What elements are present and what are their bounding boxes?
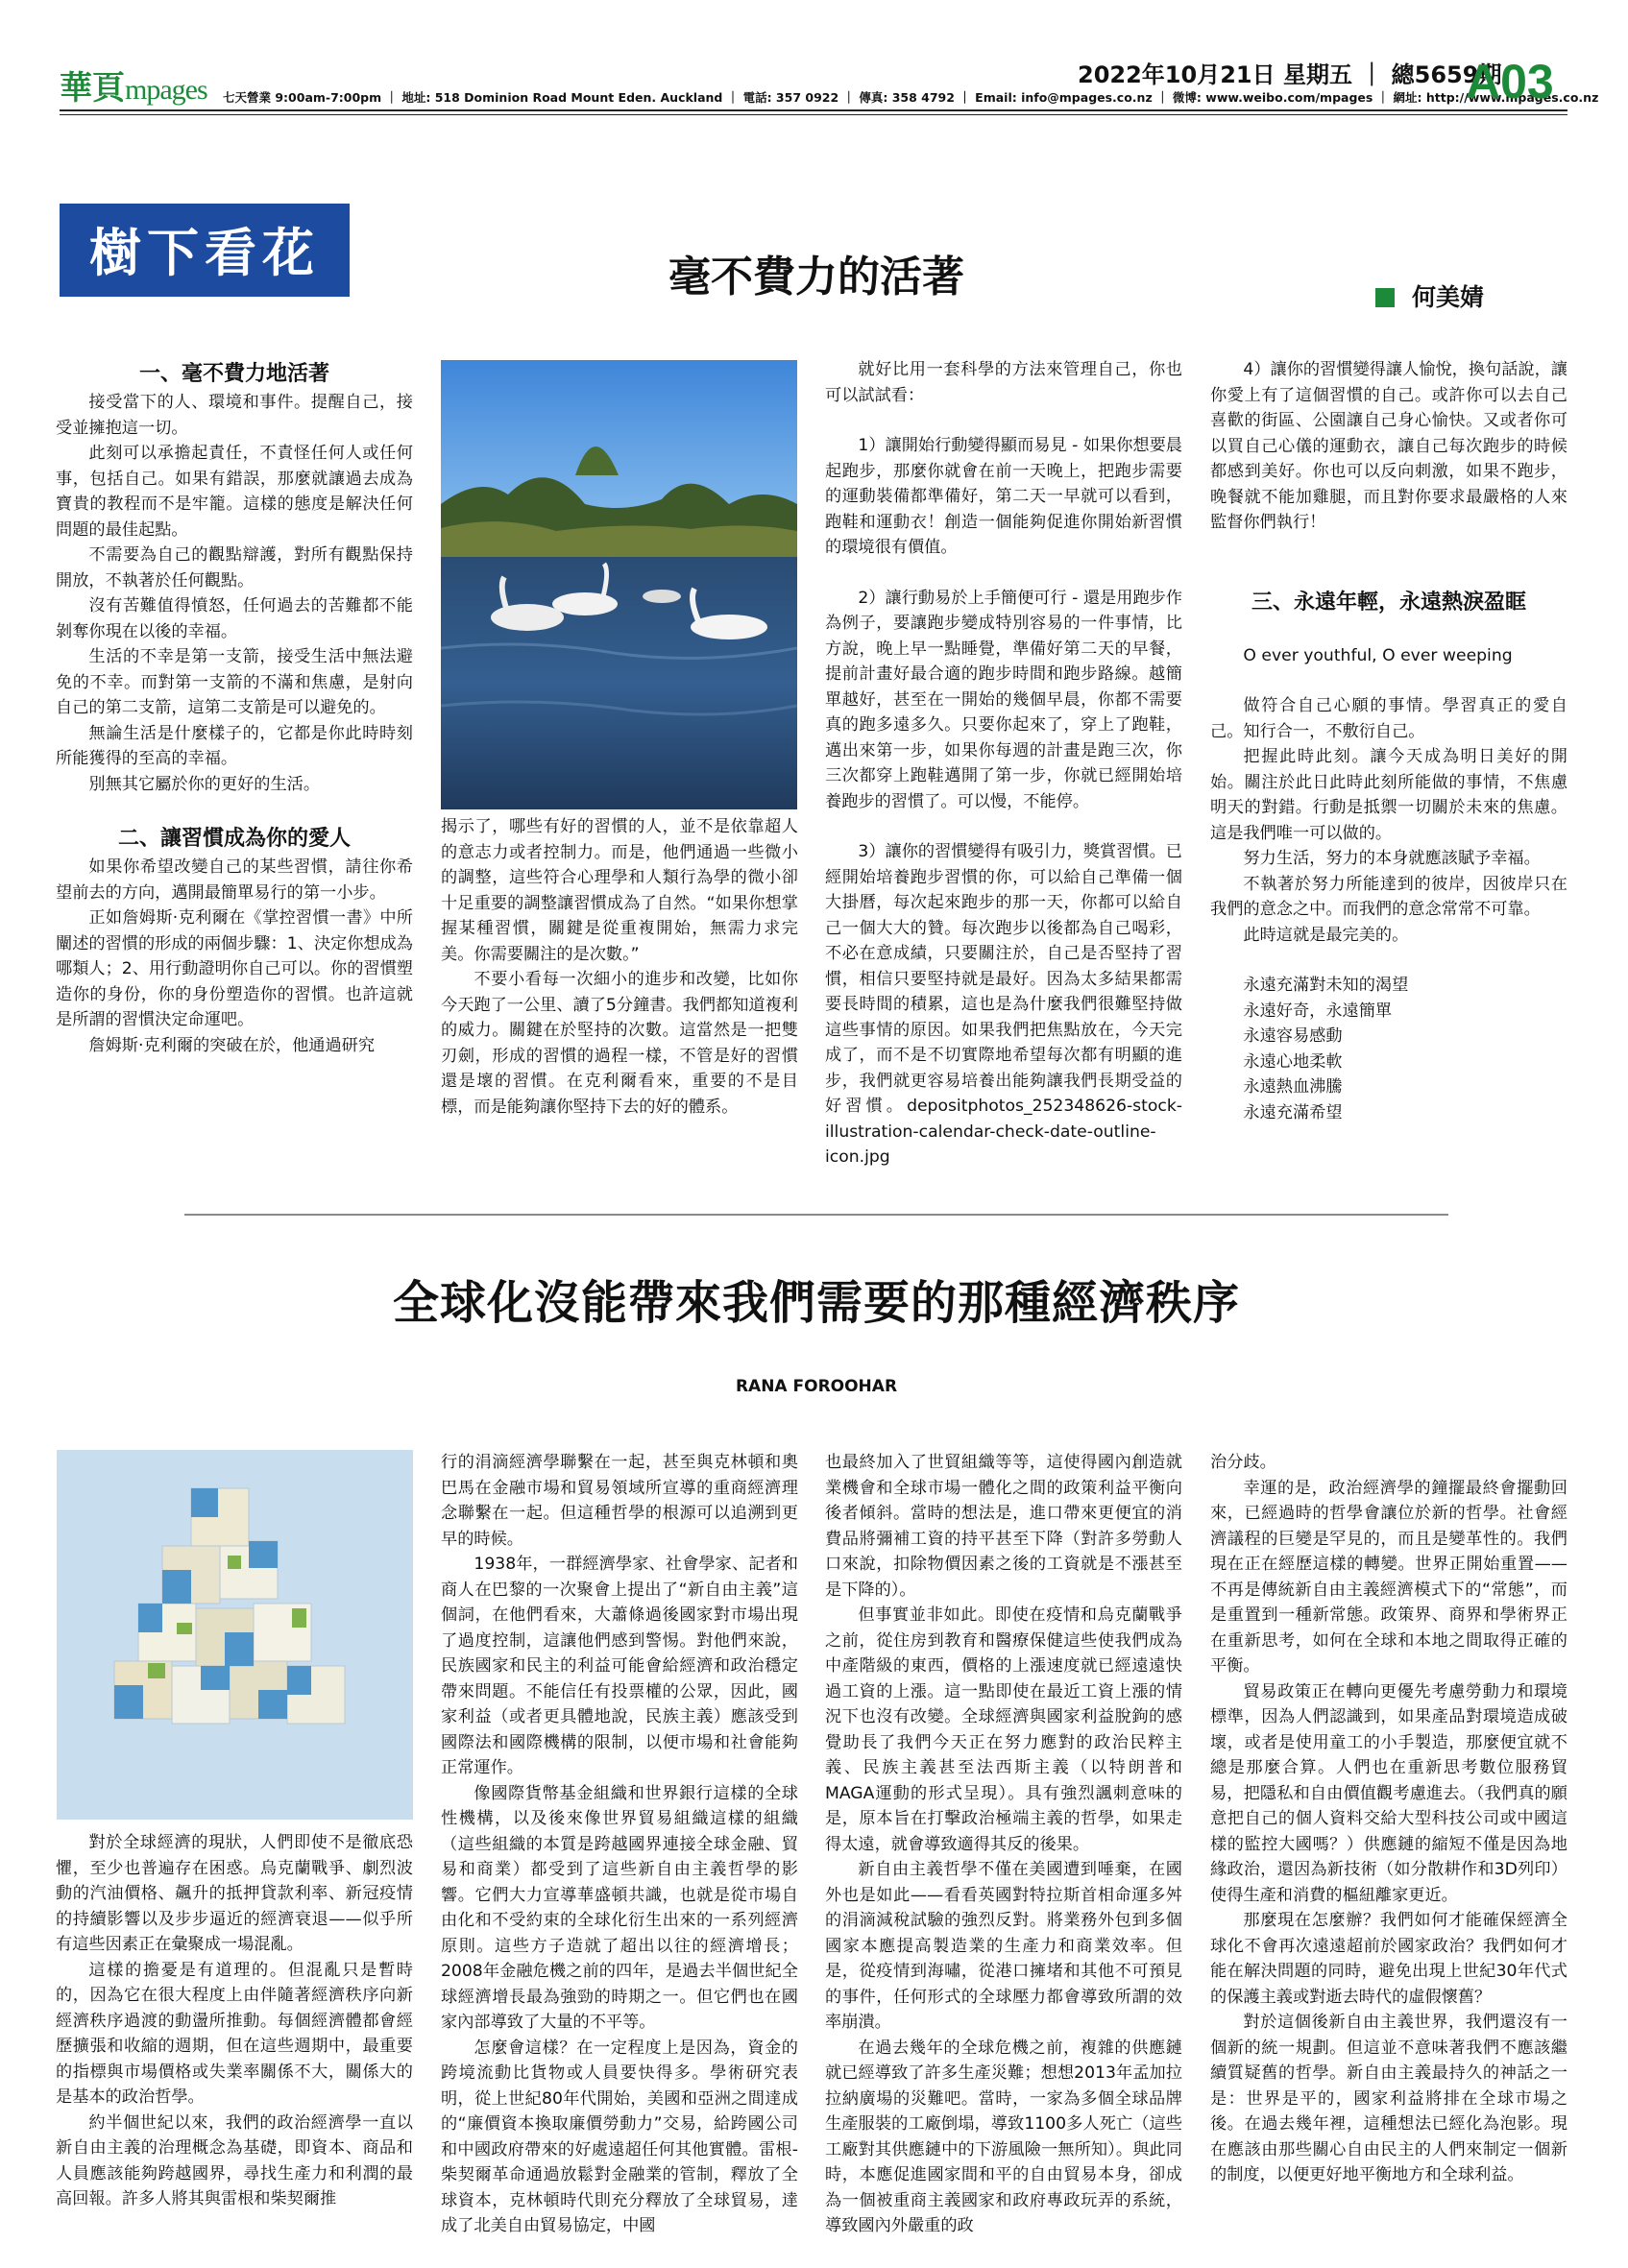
header-rule	[60, 109, 1567, 111]
body-paragraph: 做符合自己心願的事情。學習真正的愛自己。知行合一，不敷衍自己。	[1210, 696, 1567, 741]
body-paragraph: 詹姆斯·克利爾的突破在於，他通過研究	[88, 1035, 376, 1055]
body-paragraph: 努力生活，努力的本身就應該賦予幸福。	[1243, 849, 1541, 868]
body-paragraph: 約半個世紀以來，我們的政治經濟學一直以新自由主義的治理概念為基礎，即資本、商品和人員應該能夠跨越國界，尋找生產力和利潤的最高回報。許多人將其與雷根和柴契爾推	[56, 2112, 413, 2208]
masthead-logo	[60, 61, 207, 109]
issue-date: 2022年10月21日 星期五 ｜ 總5659期	[1078, 61, 1502, 88]
logo-english: mpages	[125, 74, 207, 106]
body-paragraph: O ever youthful, O ever weeping	[1243, 645, 1513, 665]
article2-column-3	[825, 1450, 1182, 2239]
body-paragraph: 接受當下的人、環境和事件。提醒自己，接受並擁抱這一切。	[56, 393, 413, 438]
body-paragraph: 但事實並非如此。即使在疫情和烏克蘭戰爭之前，從住房到教育和醫療保健這些使我們成為中產階級的東西，價格的上漲速度就已經遠遠快過工資的上漲。這一點即使在最近工資上漲的情況下也沒有改變。全球經濟與國家利益脫鉤的感覺助長了我們今天正在努力應對的政治民粹主義、民族主義甚至法西斯主義（以特朗普和MAGA運動的形式呈現）。具有強烈諷刺意味的是，原本旨在打擊政治極端主義的哲學，如果走得太遠，就會導致適得其反的後果。	[825, 1605, 1182, 1854]
body-paragraph: 別無其它屬於你的更好的生活。	[88, 774, 321, 794]
contact-info-line: 七天營業 9:00am-7:00pm ｜ 地址: 518 Dominion Road Mount Eden. Auckland ｜ 電話: 357 0922 ｜ 傳真: 358 4792 ｜ Email: info@mpages.co.nz ｜ 微博: www.weibo.com/mpages ｜ 網址: http://www.mpages.co.nz	[223, 90, 1599, 105]
body-paragraph: 1）讓開始行動變得顯而易見 - 如果你想要晨起跑步，那麼你就會在前一天晚上，把跑步需要的運動裝備都準備好，第二天一早就可以看到，跑鞋和運動衣！創造一個能夠促進你開始新習慣的環境很有價值。	[825, 436, 1182, 557]
body-paragraph: 永遠心地柔軟	[1243, 1051, 1343, 1072]
article2-author: RANA FOROOHAR	[735, 1377, 898, 1396]
body-paragraph: 永遠熱血沸騰	[1243, 1077, 1343, 1097]
body-paragraph: 1938年，一群經濟學家、社會學家、記者和商人在巴黎的一次聚會上提出了“新自由主義”這個詞，在他們看來，大蕭條過後國家對市場出現了過度控制，這讓他們感到警惕。對他們來說，民族國家和民主的利益可能會給經濟和政治穩定帶來問題。不能信任有投票權的公眾，因此，國家利益（或者更具體地說，民族主義）應該受到國際法和國際機構的限制，以便市場和社會能夠正常運作。	[441, 1555, 798, 1777]
article1-column-2	[441, 814, 798, 1120]
body-paragraph: 揭示了，哪些有好的習慣的人，並不是依靠超人的意志力或者控制力。而是，他們通過一些微小的調整，這些符合心理學和人類行為學的微小卻十足重要的調整讓習慣成為了自然。“如果你想掌握某種習慣，關鍵是從重複開始，無需力求完美。你需要關注的是次數。”	[441, 817, 798, 964]
paragraph-spacer	[1210, 948, 1567, 973]
body-paragraph: 永遠充滿希望	[1243, 1102, 1343, 1122]
article1-title: 毫不費力的活著	[668, 253, 964, 302]
article2-column-2	[441, 1450, 798, 2239]
body-paragraph: 像國際貨幣基金組織和世界銀行這樣的全球性機構，以及後來像世界貿易組織這樣的組織（這些組織的本質是跨越國界連接全球金融、貿易和商業）都受到了這些新自由主義哲學的影響。它們大力宣導華盛頓共識，也就是從市場自由化和不受約束的全球化衍生出來的一系列經濟原則。這些方子造就了超出以往的經濟增長；2008年金融危機之前的四年，是過去半個世紀全球經濟增長最為強勁的時期之一。但它們也在國家內部導致了大量的不平等。	[441, 1783, 798, 2032]
article1-author: 何美婧	[1412, 283, 1485, 311]
body-paragraph: 3）讓你的習慣變得有吸引力，獎賞習慣。已經開始培養跑步習慣的你，可以給自己準備一個大掛曆，每次起來跑步的那一天，你都可以給自己一個大大的贊。每次跑步以後都為自己喝彩，不必在意成績，只要關注於，自己是否堅持了習慣，相信只要堅持就是最好。因為太多結果都需要長時間的積累，這也是為什麼我們很難堅持做這些事情的原因。如果我們把焦點放在，今天完成了，而不是不切實際地希望每次都有明顯的進步，我們就更容易培養出能夠讓我們長期受益的好習慣。depositphotos_252348626-stock-illustration-calendar-check-date-outline-icon.jpg	[825, 842, 1182, 1167]
body-paragraph: 沒有苦難值得憤怒，任何過去的苦難都不能剝奪你現在以後的幸福。	[56, 596, 413, 641]
body-paragraph: 把握此時此刻。讓今天成為明日美好的開始。關注於此日此時此刻所能做的事情，不焦慮明天的對錯。行動是抵禦一切關於未來的焦慮。這是我們唯一可以做的。	[1210, 747, 1567, 843]
body-paragraph: 這樣的擔憂是有道理的。但混亂只是暫時的，因為它在很大程度上由伴隨著經濟秩序向新經濟秩序過渡的動盪所推動。每個經濟體都會經歷擴張和收縮的週期，但在這些週期中，最重要的指標與市場價格或失業率關係不大，關係大的是基本的政治哲學。	[56, 1960, 413, 2107]
section-heading: 三、永遠年輕，永遠熱淚盈眶	[1251, 589, 1526, 615]
body-paragraph: 行的涓滴經濟學聯繫在一起，甚至與克林頓和奧巴馬在金融市場和貿易領域所宣導的重商經濟理念聯繫在一起。但這種哲學的根源可以追溯到更早的時候。	[441, 1453, 798, 1549]
body-paragraph: 新自由主義哲學不僅在美國遭到唾棄，在國外也是如此——看看英國對特拉斯首相命運多舛的涓滴減稅試驗的強烈反對。將業務外包到多個國家本應提高製造業的生產力和商業效率。但是，從疫情到海嘯，從港口擁堵和其他不可預見的事件，任何形式的全球壓力都會導致所謂的效率崩潰。	[825, 1860, 1182, 2032]
body-paragraph: 永遠容易感動	[1243, 1026, 1343, 1046]
body-paragraph: 2）讓行動易於上手簡便可行 - 還是用跑步作為例子，要讓跑步變成特別容易的一件事情，比方說，晚上早一點睡覺，準備好第二天的早餐，提前計畫好最合適的跑步時間和跑步路線。越簡單越好，甚至在一開始的幾個早晨，你都不需要真的跑多遠多久。只要你起來了，穿上了跑鞋，邁出來第一步，如果你每週的計畫是跑三次，你三次都穿上跑鞋邁開了第一步，你就已經開始培養跑步的習慣了。可以慢，不能停。	[825, 588, 1182, 811]
paragraph-spacer	[825, 814, 1182, 839]
logo-chinese: 華頁	[60, 69, 125, 108]
body-paragraph: 對於這個後新自由主義世界，我們還沒有一個新的統一規劃。但這並不意味著我們不應該繼續質疑舊的哲學。新自由主義最持久的神話之一是：世界是平的，國家利益將排在全球市場之後。在過去幾年裡，這種想法已經化為泡影。現在應該由那些關心自由民主的人們來制定一個新的制度，以便更好地平衡地方和全球利益。	[1210, 2013, 1567, 2184]
paragraph-spacer	[825, 561, 1182, 586]
section-heading: 二、讓習慣成為你的愛人	[117, 826, 351, 851]
body-paragraph: 也最終加入了世貿組織等等，這使得國內創造就業機會和全球市場一體化之間的政策利益平衡向後者傾斜。當時的想法是，進口帶來更便宜的消費品將彌補工資的持平甚至下降（對許多勞動人口來說，扣除物價因素之後的工資就是不漲甚至是下降的）。	[825, 1453, 1182, 1600]
body-paragraph: 對於全球經濟的現狀，人們即使不是徹底恐懼，至少也普遍存在困惑。烏克蘭戰爭、劇烈波動的汽油價格、飆升的抵押貸款利率、新冠疫情的持續影響以及步步逼近的經濟衰退——似乎所有這些因素正在彙聚成一場混亂。	[56, 1833, 413, 1954]
column-name: 樹下看花	[89, 222, 320, 283]
paragraph-spacer	[56, 797, 413, 822]
body-paragraph: 此刻可以承擔起責任，不責怪任何人或任何事，包括自己。如果有錯誤，那麼就讓過去成為寶貴的教程而不是牢籠。這樣的態度是解決任何問題的最佳起點。	[56, 444, 413, 540]
article1-column-4	[1210, 357, 1567, 1125]
body-paragraph: 就好比用一套科學的方法來管理自己，你也可以試試看：	[825, 360, 1182, 405]
body-paragraph: 不執著於努力所能達到的彼岸，因彼岸只在我們的意念之中。而我們的意念常常不可靠。	[1210, 874, 1567, 919]
globe-cubes-illustration	[57, 1450, 413, 1820]
body-paragraph: 正如詹姆斯·克利爾在《掌控習慣一書》中所闡述的習慣的形成的兩個步驟：1、決定你想成為哪類人；2、用行動證明你自己可以。你的習慣塑造你的身份，你的身份塑造你的習慣。也許這就是所謂的習慣決定命運吧。	[56, 908, 413, 1029]
body-paragraph: 此時這就是最完美的。	[1243, 925, 1409, 945]
article1-column-3	[825, 357, 1182, 1170]
article2-column-1	[56, 1830, 413, 2212]
byline-square-icon	[1375, 288, 1395, 307]
paragraph-spacer	[1210, 536, 1567, 561]
body-paragraph: 那麼現在怎麼辦？我們如何才能確保經濟全球化不會再次遠遠超前於國家政治？我們如何才能在解決問題的同時，避免出現上世紀30年代式的保護主義或對逝去時代的虛假懷舊？	[1210, 1911, 1567, 2007]
body-paragraph: 怎麼會這樣？在一定程度上是因為，資金的跨境流動比貨物或人員要快得多。學術研究表明，從上世紀80年代開始，美國和亞洲之間達成的“廉價資本換取廉價勞動力”交易，給跨國公司和中國政府帶來的好處遠超任何其他實體。雷根-柴契爾革命通過放鬆對金融業的管制，釋放了全球資本，克林頓時代則充分釋放了全球貿易，達成了北美自由貿易協定，中國	[441, 2038, 798, 2235]
body-paragraph: 不需要為自己的觀點辯護，對所有觀點保持開放，不執著於任何觀點。	[56, 545, 413, 591]
header-rule-thin	[60, 114, 1567, 115]
column-banner	[60, 204, 350, 295]
paragraph-spacer	[1210, 618, 1567, 643]
page-number: A03	[1466, 55, 1554, 109]
article1-column-1	[56, 357, 413, 1058]
article2-column-4	[1210, 1450, 1567, 2188]
body-paragraph: 貿易政策正在轉向更優先考慮勞動力和環境標準，因為人們認識到，如果產品對環境造成破壞，或者是使用童工的小手製造，那麼便宜就不總是那麼合算。人們也在重新思考數位服務貿易，把隱私和自由價值觀考慮進去。（我們真的願意把自己的個人資料交給大型科技公司或中國這樣的監控大國嗎？）供應鏈的縮短不僅是因為地緣政治，還因為新技術（如分散耕作和3D列印）使得生產和消費的樞紐離家更近。	[1210, 1681, 1567, 1905]
body-paragraph: 永遠充滿對未知的渴望	[1243, 976, 1409, 995]
body-paragraph: 不要小看每一次細小的進步和改變，比如你今天跑了一公里、讀了5分鐘書。我們都知道複利的威力。關鍵在於堅持的次數。這當然是一把雙刃劍，形成的習慣的過程一樣，不管是好的習慣還是壞的習慣。在克利爾看來，重要的不是目標，而是能夠讓你堅持下去的好的體系。	[441, 970, 798, 1117]
body-paragraph: 治分歧。	[1210, 1453, 1276, 1472]
body-paragraph: 幸運的是，政治經濟學的鐘擺最終會擺動回來，已經過時的哲學會讓位於新的哲學。社會經濟議程的巨變是罕見的，而且是變革性的。我們現在正在經歷這樣的轉變。世界正開始重置——不再是傳統新自由主義經濟模式下的“常態”，而是重置到一種新常態。政策界、商界和學術界正在重新思考，如何在全球和本地之間取得正確的平衡。	[1210, 1478, 1567, 1676]
paragraph-spacer	[1210, 668, 1567, 693]
article2-title: 全球化沒能帶來我們需要的那種經濟秩序	[392, 1276, 1240, 1330]
body-paragraph: 無論生活是什麼樣子的，它都是你此時時刻所能獲得的至高的幸福。	[56, 723, 413, 768]
body-paragraph: 4）讓你的習慣變得讓人愉悅，換句話說，讓你愛上有了這個習慣的自己。或許你可以去自己喜歡的街區、公園讓自己身心愉快。又或者你可以買自己心儀的運動衣，讓自己每次跑步的時候都感到美好。你也可以反向刺激，如果不跑步，晚餐就不能加雞腿，而且對你要求最嚴格的人來監督你們執行！	[1210, 360, 1567, 532]
section-heading: 一、毫不費力地活著	[138, 361, 329, 386]
body-paragraph: 在過去幾年的全球危機之前，複雜的供應鏈就已經導致了許多生產災難；想想2013年孟加拉拉納廣場的災難吧。當時，一家為多個全球品牌生產服裝的工廠倒塌，導致1100多人死亡（這些工廠對其供應鏈中的下游風險一無所知）。與此同時，本應促進國家間和平的自由貿易本身，卻成為一個被重商主義國家和政府專政玩弄的系統，導致國內外嚴重的政	[825, 2038, 1182, 2235]
paragraph-spacer	[1210, 561, 1567, 586]
body-paragraph: 生活的不幸是第一支箭，接受生活中無法避免的不幸。而對第一支箭的不滿和焦慮，是射向自己的第二支箭，這第二支箭是可以避免的。	[56, 647, 413, 717]
section-divider	[184, 1214, 1448, 1216]
body-paragraph: 如果你希望改變自己的某些習慣，請往你希望前去的方向，邁開最簡單易行的第一小步。	[56, 857, 413, 903]
article1-byline	[1375, 278, 1484, 313]
paragraph-spacer	[825, 408, 1182, 433]
swans-photo	[441, 360, 797, 809]
body-paragraph: 永遠好奇，永遠簡單	[1243, 1001, 1393, 1021]
